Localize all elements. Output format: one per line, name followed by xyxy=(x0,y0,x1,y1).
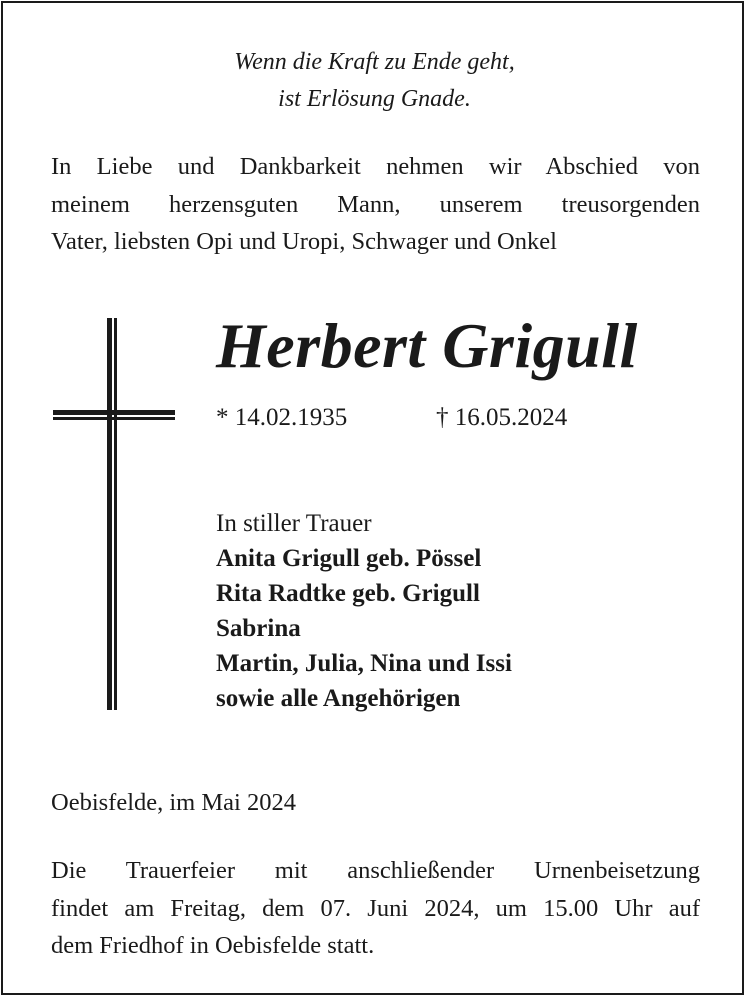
service-line-2: findet am Freitag, dem 07. Juni 2024, um 15.00 Uhr auf xyxy=(51,894,700,922)
deceased-name: Herbert Grigull xyxy=(216,310,638,381)
mourner-name: Martin, Julia, Nina und Issi xyxy=(216,650,512,677)
mourners-lead: In stiller Trauer xyxy=(216,510,372,537)
motto-line-1: Wenn die Kraft zu Ende geht, xyxy=(234,49,515,75)
mourner-name: Sabrina xyxy=(216,615,301,642)
intro-line-1: In Liebe und Dankbarkeit nehmen wir Abschied von xyxy=(51,153,700,180)
cross-icon xyxy=(48,318,178,710)
motto-line-2: ist Erlösung Gnade. xyxy=(278,86,471,112)
motto xyxy=(0,44,749,118)
death-date: † 16.05.2024 xyxy=(436,404,568,431)
intro-line-2: meinem herzensguten Mann, unserem treusorgenden xyxy=(51,190,700,218)
service-line-1: Die Trauerfeier mit anschließender Urnenbeisetzung xyxy=(51,857,700,884)
mourner-name: Anita Grigull geb. Pössel xyxy=(216,545,482,572)
birth-date: * 14.02.1935 xyxy=(216,404,348,431)
service-line-3: dem Friedhof in Oebisfelde statt. xyxy=(51,932,375,959)
service-info xyxy=(51,852,700,965)
mourner-name: Rita Radtke geb. Grigull xyxy=(216,580,480,607)
mourner-name: sowie alle Angehörigen xyxy=(216,685,461,712)
intro-line-3: Vater, liebsten Opi und Uropi, Schwager und Onkel xyxy=(51,228,557,255)
mourners-block xyxy=(216,506,512,716)
place-and-date: Oebisfelde, im Mai 2024 xyxy=(51,789,296,816)
intro-text xyxy=(51,148,700,261)
